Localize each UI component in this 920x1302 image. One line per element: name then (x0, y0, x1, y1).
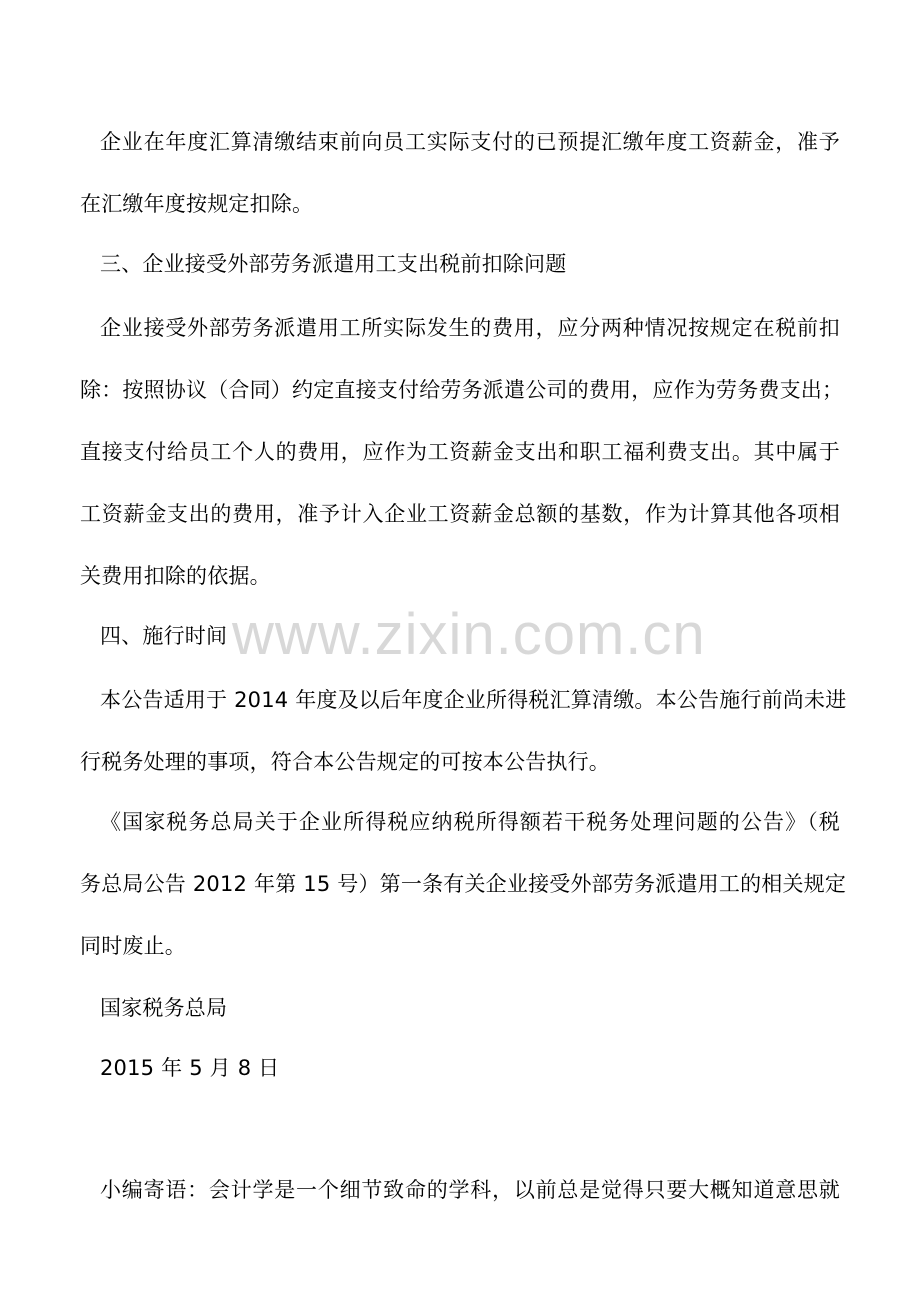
paragraph-line: 行税务处理的事项，符合本公告规定的可按本公告执行。 (80, 750, 610, 774)
watermark: www.zixin.com.cn (232, 602, 706, 667)
paragraph-line: 在汇缴年度按规定扣除。 (80, 192, 314, 216)
paragraph-line: 工资薪金支出的费用，准予计入企业工资薪金总额的基数，作为计算其他各项相 (80, 502, 840, 526)
section-heading: 三、企业接受外部劳务派遣用工支出税前扣除问题 (100, 252, 567, 276)
section-heading: 四、施行时间 (100, 624, 228, 648)
paragraph-line: 本公告适用于 2014 年度及以后年度企业所得税汇算清缴。本公告施行前尚未进 (100, 688, 847, 712)
paragraph-line: 企业在年度汇算清缴结束前向员工实际支付的已预提汇缴年度工资薪金，准予 (100, 130, 840, 154)
paragraph-line: 关费用扣除的依据。 (80, 564, 271, 588)
signature-issuer: 国家税务总局 (100, 996, 228, 1020)
paragraph-line: 同时废止。 (80, 934, 186, 958)
paragraph-line: 《国家税务总局关于企业所得税应纳税所得额若干税务处理问题的公告》（税 (100, 810, 840, 834)
editor-note: 小编寄语：会计学是一个细节致命的学科，以前总是觉得只要大概知道意思就 (100, 1178, 840, 1202)
signature-date: 2015 年 5 月 8 日 (100, 1056, 280, 1080)
paragraph-line: 务总局公告 2012 年第 15 号）第一条有关企业接受外部劳务派遣用工的相关规定 (80, 872, 847, 896)
paragraph-line: 除：按照协议（合同）约定直接支付给劳务派遣公司的费用，应作为劳务费支出； (80, 378, 844, 402)
paragraph-line: 企业接受外部劳务派遣用工所实际发生的费用，应分两种情况按规定在税前扣 (100, 316, 840, 340)
paragraph-line: 直接支付给员工个人的费用，应作为工资薪金支出和职工福利费支出。其中属于 (80, 440, 840, 464)
